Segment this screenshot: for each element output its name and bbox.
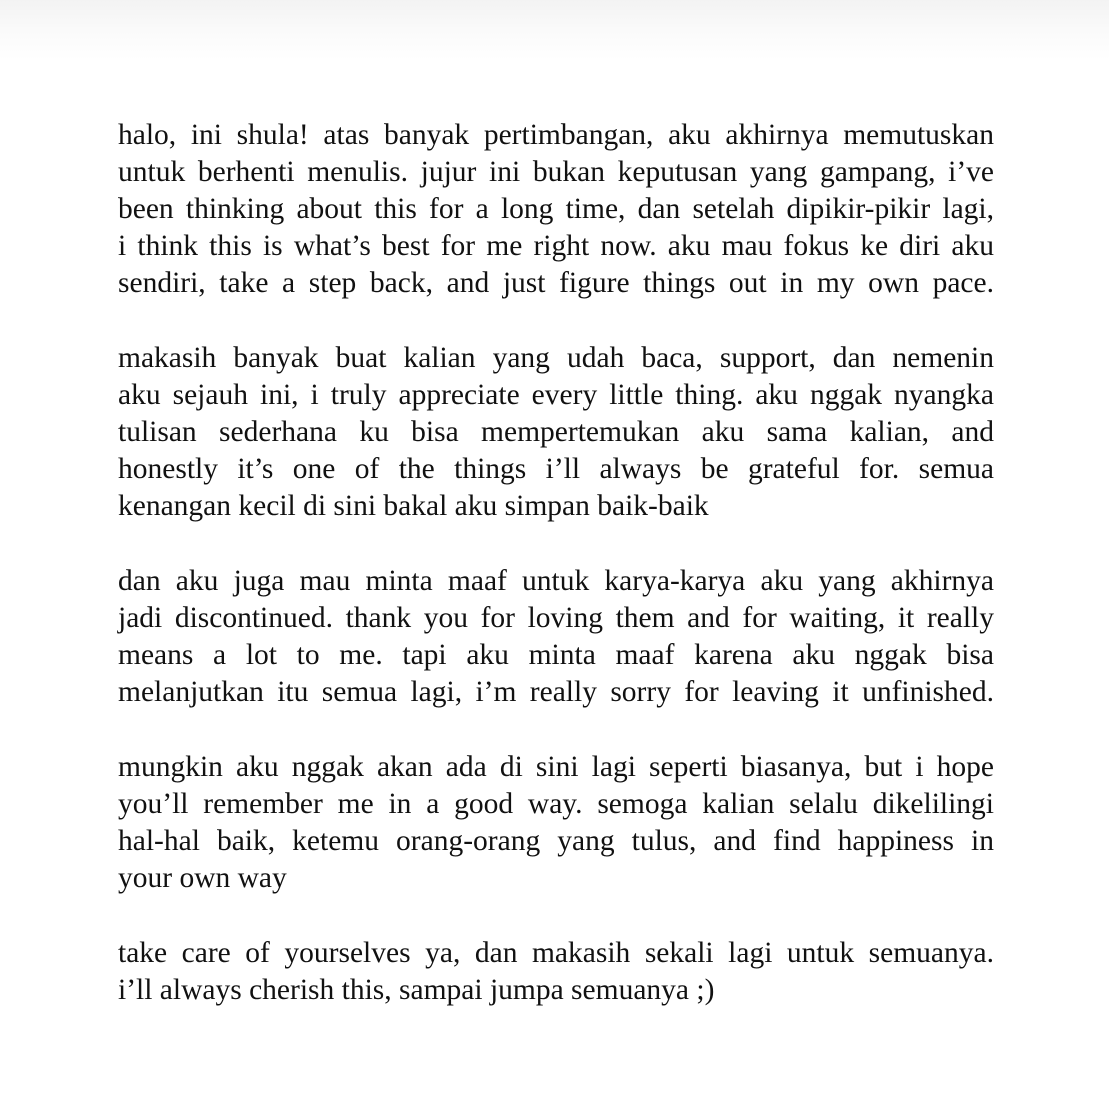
paragraph-2 bbox=[118, 340, 994, 525]
paragraph-line: jadi discontinued. thank you for loving them and for waiting, it really bbox=[118, 602, 994, 634]
paragraph-3 bbox=[118, 563, 994, 711]
paragraph-line: honestly it’s one of the things i’ll always be grateful for. semua bbox=[118, 453, 994, 485]
paragraph-line: i’ll always cherish this, sampai jumpa semuanya ;) bbox=[118, 974, 715, 1006]
letter-body bbox=[118, 117, 994, 1009]
paragraph-line: dan aku juga mau minta maaf untuk karya-karya aku yang akhirnya bbox=[118, 565, 994, 597]
paragraph-line: makasih banyak buat kalian yang udah baca, support, dan nemenin bbox=[118, 342, 994, 374]
paragraph-line: aku sejauh ini, i truly appreciate every little thing. aku nggak nyangka bbox=[118, 379, 994, 411]
paragraph-line: means a lot to me. tapi aku minta maaf karena aku nggak bisa bbox=[118, 639, 994, 671]
paragraph-line: i think this is what’s best for me right now. aku mau fokus ke diri aku bbox=[118, 230, 994, 262]
paragraph-line: hal-hal baik, ketemu orang-orang yang tulus, and find happiness in bbox=[118, 825, 994, 857]
paragraph-1 bbox=[118, 117, 994, 302]
paragraph-spacer bbox=[118, 897, 994, 935]
paragraph-spacer bbox=[118, 525, 994, 563]
paragraph-line: halo, ini shula! atas banyak pertimbangan, aku akhirnya memutuskan bbox=[118, 119, 994, 151]
paragraph-line: tulisan sederhana ku bisa mempertemukan aku sama kalian, and bbox=[118, 416, 994, 448]
paragraph-line: melanjutkan itu semua lagi, i’m really sorry for leaving it unfinished. bbox=[118, 676, 994, 708]
paragraph-line: untuk berhenti menulis. jujur ini bukan keputusan yang gampang, i’ve bbox=[118, 156, 994, 188]
paragraph-line: been thinking about this for a long time, dan setelah dipikir-pikir lagi, bbox=[118, 193, 994, 225]
paragraph-spacer bbox=[118, 711, 994, 749]
paragraph-line: kenangan kecil di sini bakal aku simpan baik-baik bbox=[118, 490, 709, 522]
paragraph-5 bbox=[118, 935, 994, 1009]
top-shadow bbox=[0, 0, 1109, 60]
paragraph-line: sendiri, take a step back, and just figure things out in my own pace. bbox=[118, 267, 994, 299]
paragraph-spacer bbox=[118, 302, 994, 340]
paragraph-line: your own way bbox=[118, 862, 287, 894]
paragraph-line: take care of yourselves ya, dan makasih sekali lagi untuk semuanya. bbox=[118, 937, 994, 969]
paragraph-line: you’ll remember me in a good way. semoga kalian selalu dikelilingi bbox=[118, 788, 994, 820]
paragraph-line: mungkin aku nggak akan ada di sini lagi seperti biasanya, but i hope bbox=[118, 751, 994, 783]
paragraph-4 bbox=[118, 749, 994, 897]
